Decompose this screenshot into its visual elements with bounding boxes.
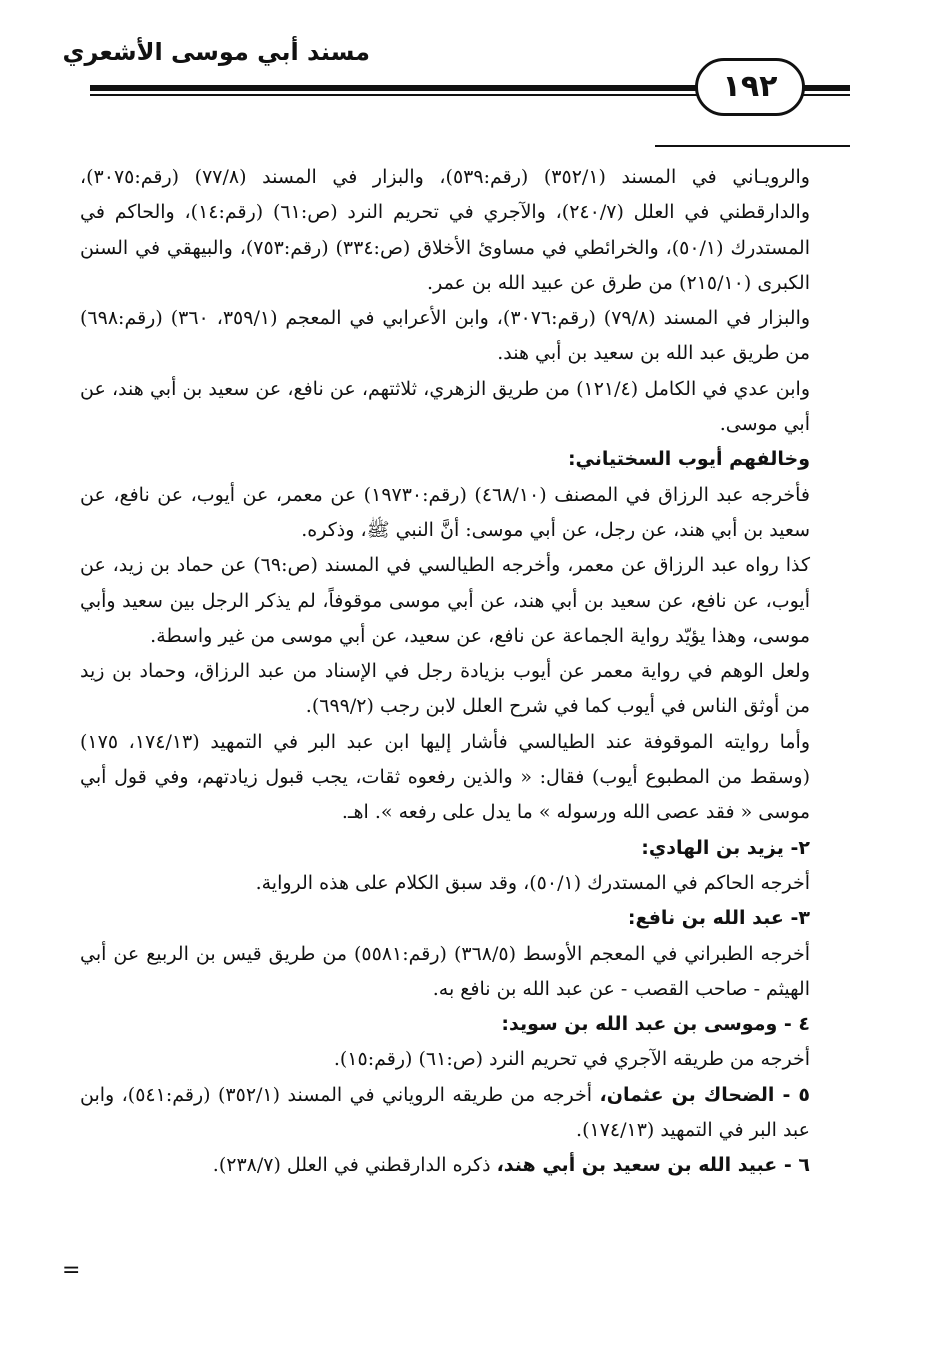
paragraph: وأما روايته الموقوفة عند الطيالسي فأشار إليها ابن عبد البر في التمهيد (١٧٤/١٣، ١٧٥) (وسقط من المطبوع أيوب) فقال: « والذين رفعوه ثقات، يجب قبول زيادتهم، وفي قول أبي موسى « فقد عصى الله ورسوله » ما يدل على رفعه ». اهـ.	[80, 730, 811, 824]
running-header-title: مسند أبي موسى الأشعري	[62, 38, 370, 66]
body-text	[80, 160, 810, 1184]
footnote-continuation-mark: =	[62, 1258, 81, 1283]
paragraph: وابن عدي في الكامل (١٢١/٤) من طريق الزهري، ثلاثتهم، عن نافع، عن سعيد بن أبي هند، عن أبي موسى.	[80, 377, 811, 436]
section-heading: ٣- عبد الله بن نافع:	[627, 907, 810, 930]
paragraph: أخرجه الطبراني في المعجم الأوسط (٣٦٨/٥) (رقم:٥٥٨١) من طريق قيس بن الربيع عن أبي الهيثم - صاحب القصب - عن عبد الله بن نافع به.	[80, 942, 810, 1000]
paragraph: ولعل الوهم في رواية معمر عن أيوب بزيادة رجل في الإسناد من عبد الرزاق، وحماد بن زيد من أوثق الناس في أيوب كما في شرح العلل لابن رجب (٦٩٩/٢).	[80, 660, 810, 718]
header-rule-short	[655, 145, 850, 147]
paragraph-text: ذكره الدارقطني في العلل (٢٣٨/٧).	[212, 1154, 497, 1177]
paragraph: أخرجه من طريقه الآجري في تحريم النرد (ص:٦١) (رقم:١٥).	[333, 1048, 810, 1071]
paragraph: فأخرجه عبد الرزاق في المصنف (٤٦٨/١٠) (رقم:١٩٧٣٠) عن معمر، عن أيوب، عن نافع، عن سعيد بن أبي هند، عن رجل، عن أبي موسى: أنَّ النبي ﷺ، وذكره.	[80, 483, 811, 541]
paragraph-text: أخرجه من طريقه الروياني في المسند (٣٥٢/١) (رقم:٥٤١)، وابن عبد البر في التمهيد (١٧٤/١٣).	[80, 1083, 810, 1142]
narrator-name: ٥ - الضحاك بن عثمان،	[599, 1083, 810, 1106]
section-heading: ٤ - وموسى بن عبد الله بن سويد:	[501, 1013, 810, 1036]
section-heading: ٢- يزيد بن الهادي:	[641, 836, 810, 859]
paragraph: أخرجه الحاكم في المستدرك (٥٠/١)، وقد سبق الكلام على هذه الرواية.	[255, 871, 810, 894]
paragraph	[80, 1148, 810, 1183]
page-number: ١٩٢	[695, 58, 805, 116]
narrator-name: ٦ - عبيد الله بن سعيد بن أبي هند،	[496, 1154, 810, 1177]
paragraph	[80, 1078, 810, 1149]
paragraph: والبزار في المسند (٧٩/٨) (رقم:٣٠٧٦)، وابن الأعرابي في المعجم (٣٥٩/١، ٣٦٠) (رقم:٦٩٨) من طريق عبد الله بن سعيد بن أبي هند.	[80, 307, 811, 365]
section-heading: وخالفهم أيوب السختياني:	[567, 448, 810, 471]
paragraph: والرويـاني في المسند (٣٥٢/١) (رقم:٥٣٩)، والبزار في المسند (٧٧/٨) (رقم:٣٠٧٥)، والدارقطني في العلل (٢٤٠/٧)، والآجري في تحريم النرد (ص:٦١) (رقم:١٤)، والحاكم في المستدرك (٥٠/١)، والخرائطي في مساوئ الأخلاق (ص:٣٣٤) (رقم:٧٥٣)، والبيهقي في السنن الكبرى (٢١٥/١٠) من طرق عن عبيد الله بن عمر.	[80, 166, 811, 294]
paragraph: كذا رواه عبد الرزاق عن معمر، وأخرجه الطيالسي في المسند (ص:٦٩) عن حماد بن زيد، عن أيوب، عن نافع، عن سعيد بن أبي هند، عن أبي موسى موقوفاً، لم يذكر الرجل بين سعيد وأبي موسى، وهذا يؤيّد رواية الجماعة عن نافع، عن سعيد، عن أبي موسى من غير واسطة.	[80, 554, 810, 647]
